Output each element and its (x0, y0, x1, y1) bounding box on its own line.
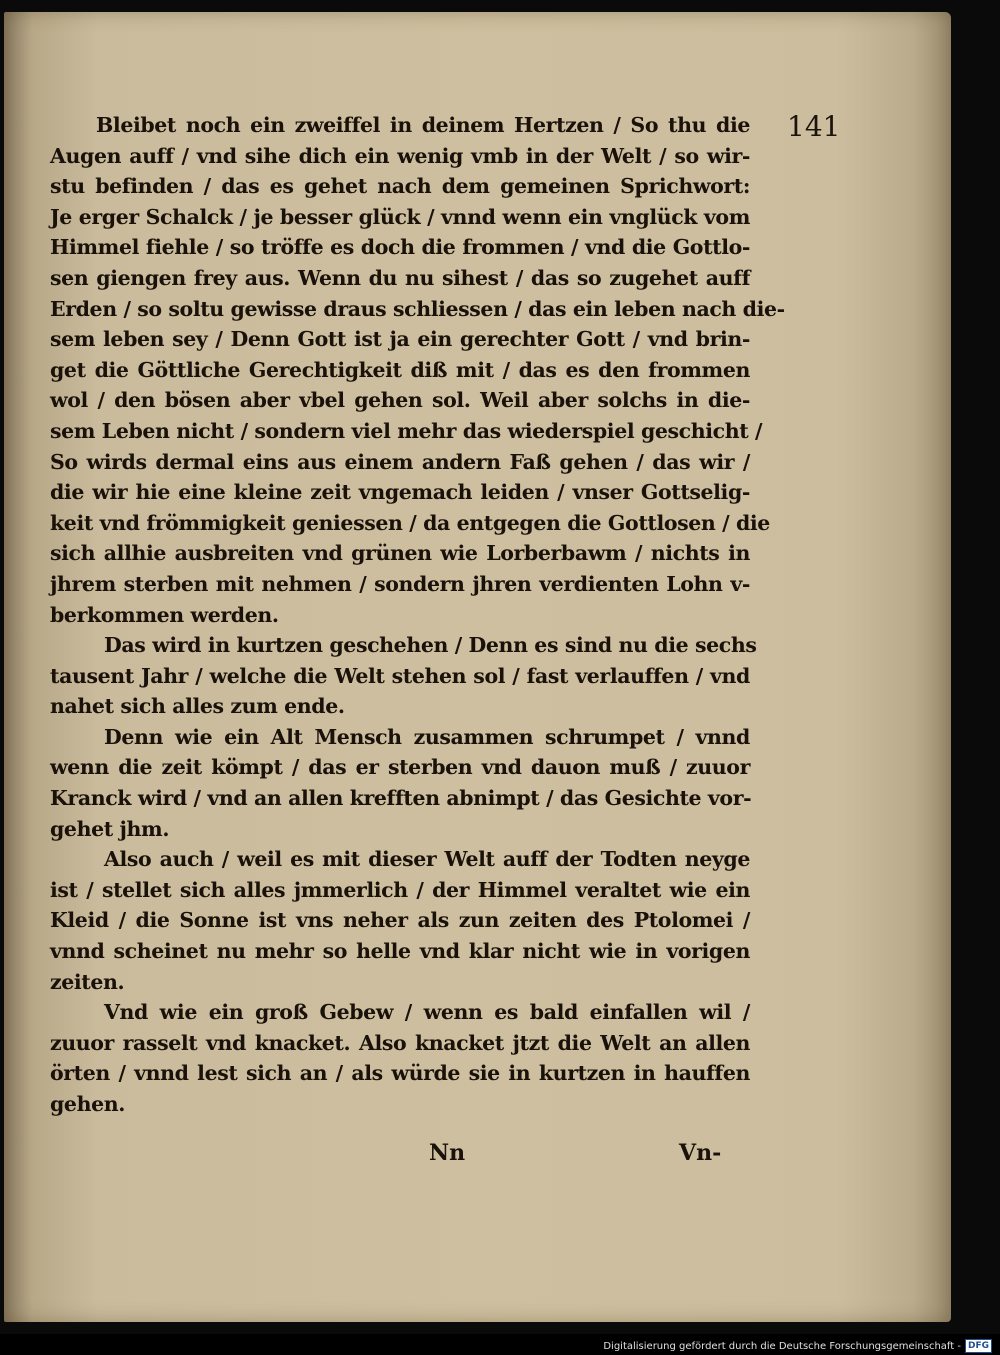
catchword: Vn- (679, 1140, 722, 1166)
text-line: örten / vnnd lest sich an / als würde sie in kurtzen in hauffen (50, 1061, 750, 1086)
text-line: Kleid / die Sonne ist vns neher als zun zeiten des Ptolomei / (50, 908, 750, 933)
dfg-logo: DFG (965, 1339, 992, 1353)
text-line: Denn wie ein Alt Mensch zusammen schrumpet / vnnd (104, 724, 750, 749)
text-line: die wir hie eine kleine zeit vngemach leiden / vnser Gottselig- (50, 480, 750, 505)
page-number: 141 (787, 110, 841, 143)
text-line: tausent Jahr / welche die Welt stehen sol / fast verlauffen / vnd (50, 663, 750, 688)
text-line: jhrem sterben mit nehmen / sondern jhren verdienten Lohn v- (50, 571, 750, 596)
text-line: Kranck wird / vnd an allen krefften abnimpt / das Gesichte vor- (50, 786, 752, 811)
text-line: zuuor rasselt vnd knacket. Also knacket jtzt die Welt an allen (50, 1030, 750, 1055)
text-line: Augen auff / vnd sihe dich ein wenig vmb in der Welt / so wir- (50, 143, 750, 168)
text-line: gehet jhm. (50, 816, 170, 841)
text-line: berkommen werden. (50, 602, 279, 627)
footer-text: Digitalisierung gefördert durch die Deutsche Forschungsgemeinschaft - (603, 1340, 961, 1352)
text-line: zeiten. (50, 969, 125, 994)
text-line: Bleibet noch ein zweiffel in deinem Hertzen / So thu die (96, 113, 750, 137)
body-text (50, 110, 785, 1120)
signature-mark: Nn (429, 1140, 466, 1166)
footer-credit (603, 1339, 992, 1353)
text-line: gehen. (50, 1092, 125, 1116)
book-page (4, 12, 951, 1322)
text-line: vnnd scheinet nu mehr so helle vnd klar nicht wie in vorigen (50, 939, 750, 964)
text-line: Je erger Schalck / je besser glück / vnnd wenn ein vnglück vom (50, 204, 750, 229)
text-line: stu befinden / das es gehet nach dem gemeinen Sprichwort: (50, 174, 750, 199)
text-line: wenn die zeit kömpt / das er sterben vnd dauon muß / zuuor (50, 755, 750, 780)
text-line: get die Göttliche Gerechtigkeit diß mit / das es den frommen (50, 357, 750, 382)
text-line: Also auch / weil es mit dieser Welt auff der Todten neyge (104, 847, 750, 872)
text-line: ist / stellet sich alles jmmerlich / der Himmel veraltet wie ein (50, 877, 750, 902)
text-line: Vnd wie ein groß Gebew / wenn es bald einfallen wil / (104, 1000, 750, 1025)
text-line: sich allhie ausbreiten vnd grünen wie Lorberbawm / nichts in (50, 541, 750, 566)
text-line: Erden / so soltu gewisse draus schliessen / das ein leben nach die- (50, 296, 785, 321)
text-line: Das wird in kurtzen geschehen / Denn es sind nu die sechs (104, 633, 757, 658)
text-line: keit vnd frömmigkeit geniessen / da entgegen die Gottlosen / die (50, 510, 770, 535)
text-line: sen giengen frey aus. Wenn du nu sihest / das so zugehet auff (50, 265, 750, 290)
text-line: sem Leben nicht / sondern viel mehr das wiederspiel geschicht / (50, 418, 763, 443)
text-line: sem leben sey / Denn Gott ist ja ein gerechter Gott / vnd brin- (50, 327, 750, 352)
text-line: So wirds dermal eins aus einem andern Faß gehen / das wir / (50, 449, 750, 474)
text-line: Himmel fiehle / so tröffe es doch die frommen / vnd die Gottlo- (50, 235, 750, 260)
text-line: wol / den bösen aber vbel gehen sol. Weil aber solchs in die- (50, 388, 750, 413)
text-line: nahet sich alles zum ende. (50, 694, 345, 719)
